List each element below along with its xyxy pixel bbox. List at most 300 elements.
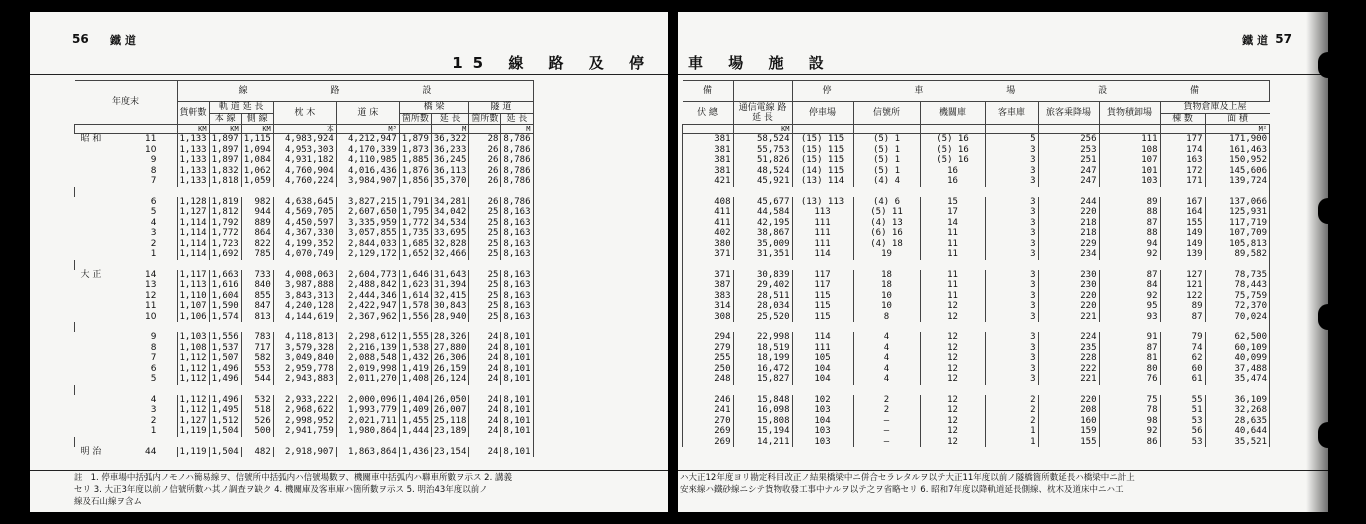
data-cell: 78,735 xyxy=(1205,270,1270,281)
data-cell: 26 xyxy=(469,155,501,166)
data-cell: 822 xyxy=(241,239,273,250)
data-cell: 270 xyxy=(683,416,734,427)
era-label: 大 正 xyxy=(80,269,102,280)
rule-top-right xyxy=(678,74,1328,75)
group-gap xyxy=(683,187,1270,197)
table-row xyxy=(683,155,1270,166)
data-cell: 111 xyxy=(1099,134,1160,145)
header-tunnel: 隧 道 xyxy=(469,102,533,114)
year-number: 14 xyxy=(145,269,157,280)
data-cell: 500 xyxy=(241,426,273,437)
data-cell: 24 xyxy=(469,353,501,364)
data-cell: 218 xyxy=(1038,218,1099,229)
data-cell: 1,812 xyxy=(209,207,241,218)
data-cell: 1,110 xyxy=(177,291,209,302)
data-cell: 45,677 xyxy=(733,197,792,208)
data-cell: 381 xyxy=(683,145,734,156)
data-cell: 61 xyxy=(1160,374,1205,385)
data-cell: 733 xyxy=(241,270,273,281)
header-telecom: 通信電線 路 延 長 xyxy=(733,102,792,125)
data-cell: 1,504 xyxy=(209,426,241,437)
data-cell: 1,556 xyxy=(209,332,241,343)
year-cell xyxy=(75,218,178,229)
data-cell: 8,101 xyxy=(501,374,533,385)
data-cell: 314 xyxy=(683,301,734,312)
data-cell: 1,897 xyxy=(209,145,241,156)
year-cell xyxy=(75,291,178,302)
header-track-length: 軌 道 延 長 xyxy=(209,102,273,114)
data-cell: 1,652 xyxy=(399,249,431,260)
data-cell: 60 xyxy=(1160,364,1205,375)
data-cell: 70,024 xyxy=(1205,312,1270,323)
data-cell: 72,370 xyxy=(1205,301,1270,312)
running-head-right: 鐵 道 xyxy=(1242,34,1268,47)
data-cell: 89 xyxy=(1160,301,1205,312)
data-cell: 8,786 xyxy=(501,155,533,166)
data-cell: 408 xyxy=(683,197,734,208)
data-cell: 34,534 xyxy=(431,218,469,229)
data-cell: 2 xyxy=(853,405,920,416)
data-cell: (5) 16 xyxy=(920,134,985,145)
data-cell: 2,941,759 xyxy=(273,426,336,437)
year-cell xyxy=(75,207,178,218)
data-cell: 36,322 xyxy=(431,134,469,145)
data-cell: 25 xyxy=(469,218,501,229)
data-cell: 26,306 xyxy=(431,353,469,364)
data-cell: 1,119 xyxy=(177,447,209,458)
data-cell: 4,212,947 xyxy=(336,134,399,145)
data-cell: (5) 1 xyxy=(853,134,920,145)
data-cell: 8,101 xyxy=(501,416,533,427)
data-cell: 92 xyxy=(1099,291,1160,302)
data-cell: 8,163 xyxy=(501,239,533,250)
data-cell: 26,159 xyxy=(431,364,469,375)
data-cell: 32,415 xyxy=(431,291,469,302)
data-cell: 15 xyxy=(920,197,985,208)
unit-cell: KM xyxy=(177,125,209,134)
data-cell: 1,723 xyxy=(209,239,241,250)
data-cell: 30,839 xyxy=(733,270,792,281)
data-cell: 1,133 xyxy=(177,166,209,177)
data-cell: 18,519 xyxy=(733,343,792,354)
data-cell: 228 xyxy=(1038,353,1099,364)
data-cell: 1,496 xyxy=(209,374,241,385)
data-cell: 111 xyxy=(792,239,853,250)
data-cell: 40,099 xyxy=(1205,353,1270,364)
data-cell: 25 xyxy=(469,301,501,312)
data-cell: 16 xyxy=(920,176,985,187)
header-warehouse: 貨物倉庫及上屋 xyxy=(1160,102,1270,114)
year-cell xyxy=(75,134,178,145)
year-number: 4 xyxy=(150,217,157,228)
data-cell: 36,109 xyxy=(1205,395,1270,406)
header-signal: 信號所 xyxy=(853,102,920,125)
year-cell xyxy=(75,249,178,260)
data-cell: 24 xyxy=(469,416,501,427)
group-gap xyxy=(75,187,534,197)
data-cell: 864 xyxy=(241,228,273,239)
header-fushi: 伏 總 xyxy=(683,102,734,125)
data-cell: (15) 115 xyxy=(792,145,853,156)
group-gap xyxy=(75,437,534,447)
data-cell: 10 xyxy=(853,301,920,312)
data-cell: 14 xyxy=(920,218,985,229)
data-cell: 139,724 xyxy=(1205,176,1270,187)
data-cell: 2,959,778 xyxy=(273,364,336,375)
data-cell: 3,049,840 xyxy=(273,353,336,364)
year-cell xyxy=(75,301,178,312)
data-cell: 32,268 xyxy=(1205,405,1270,416)
data-cell: 25 xyxy=(469,239,501,250)
table-row xyxy=(75,364,534,375)
data-cell: 86 xyxy=(1099,437,1160,448)
data-cell: 8,786 xyxy=(501,176,533,187)
table-row xyxy=(75,343,534,354)
track-facilities-table xyxy=(74,80,534,457)
header-wh-area: 面 積 xyxy=(1205,113,1270,125)
data-cell: 1,772 xyxy=(209,228,241,239)
data-cell: 163 xyxy=(1160,155,1205,166)
unit-cell xyxy=(792,125,853,134)
data-cell: 149 xyxy=(1160,239,1205,250)
data-cell: 28,326 xyxy=(431,332,469,343)
data-cell: 26,124 xyxy=(431,374,469,385)
notes-left xyxy=(74,472,512,508)
data-cell: 22,998 xyxy=(733,332,792,343)
data-cell: 24 xyxy=(469,332,501,343)
table-row xyxy=(75,291,534,302)
table-row xyxy=(683,249,1270,260)
data-cell: (5) 11 xyxy=(853,207,920,218)
data-cell: 8,163 xyxy=(501,270,533,281)
data-cell: 23,154 xyxy=(431,447,469,458)
data-cell: 55,753 xyxy=(733,145,792,156)
data-cell: 149 xyxy=(1160,228,1205,239)
header-cargo: 貨物積卸場 xyxy=(1099,102,1160,125)
header-group-line: 線 路 設 xyxy=(177,81,533,102)
year-number: 9 xyxy=(150,332,157,342)
note-label: 註 xyxy=(74,473,83,483)
era-label: 明 治 xyxy=(80,446,102,457)
data-cell: 3 xyxy=(985,166,1038,177)
data-cell: 2,088,548 xyxy=(336,353,399,364)
note-line-1: 1. 停車場中括弧内ノモノハ簡易線ヲ、信號所中括弧内ハ信號場數ヲ、機關車中括弧内ハ聯車所數ヲ示ス 2. 講義 xyxy=(90,473,512,483)
data-cell: 1,993,779 xyxy=(336,405,399,416)
data-cell: 8,101 xyxy=(501,447,533,458)
data-cell: 137,066 xyxy=(1205,197,1270,208)
data-cell: 87 xyxy=(1160,312,1205,323)
year-number: 10 xyxy=(145,311,157,322)
data-cell: 26 xyxy=(469,176,501,187)
data-cell: 222 xyxy=(1038,364,1099,375)
year-number: 5 xyxy=(150,207,157,217)
data-cell: — xyxy=(853,437,920,448)
data-cell: 12 xyxy=(920,353,985,364)
table-row xyxy=(75,239,534,250)
data-cell: 3,984,907 xyxy=(336,176,399,187)
data-cell: 3 xyxy=(985,155,1038,166)
unit-cell: KM xyxy=(241,125,273,134)
data-cell: 4,240,128 xyxy=(273,301,336,312)
data-cell: 26 xyxy=(469,166,501,177)
data-cell: 3 xyxy=(985,280,1038,291)
running-head-left: 鐵 道 xyxy=(110,34,136,47)
year-cell xyxy=(75,447,178,458)
data-cell: 1,863,864 xyxy=(336,447,399,458)
data-cell: 4 xyxy=(853,332,920,343)
data-cell: 92 xyxy=(1099,426,1160,437)
rule-bottom-right xyxy=(678,470,1328,471)
data-cell: 8,101 xyxy=(501,395,533,406)
data-cell: 294 xyxy=(683,332,734,343)
data-cell: 95 xyxy=(1099,301,1160,312)
data-cell: 246 xyxy=(683,395,734,406)
data-cell: 2,019,998 xyxy=(336,364,399,375)
data-cell: 4,016,436 xyxy=(336,166,399,177)
data-cell: (4) 4 xyxy=(853,176,920,187)
data-cell: 4,760,904 xyxy=(273,166,336,177)
data-cell: 42,195 xyxy=(733,218,792,229)
data-cell: 11 xyxy=(920,280,985,291)
data-cell: 220 xyxy=(1038,291,1099,302)
data-cell: 1,735 xyxy=(399,228,431,239)
data-cell: 2,998,952 xyxy=(273,416,336,427)
table-row xyxy=(75,145,534,156)
data-cell: 1,885 xyxy=(399,155,431,166)
year-cell xyxy=(75,228,178,239)
data-cell: (15) 115 xyxy=(792,155,853,166)
data-cell: 2,422,947 xyxy=(336,301,399,312)
data-cell: 2,444,346 xyxy=(336,291,399,302)
header-platform: 旅客乘降場 xyxy=(1038,102,1099,125)
data-cell: 5 xyxy=(985,134,1038,145)
data-cell: 12 xyxy=(920,426,985,437)
data-cell: 104 xyxy=(792,416,853,427)
data-cell: 1 xyxy=(985,426,1038,437)
data-cell: 14,211 xyxy=(733,437,792,448)
data-cell: 4,170,339 xyxy=(336,145,399,156)
table-row xyxy=(75,280,534,291)
data-cell: 8,163 xyxy=(501,312,533,323)
table-row xyxy=(75,197,534,208)
data-cell: 308 xyxy=(683,312,734,323)
data-cell: 76 xyxy=(1099,374,1160,385)
data-cell: (14) 115 xyxy=(792,166,853,177)
data-cell: 11 xyxy=(920,291,985,302)
data-cell: 3 xyxy=(985,145,1038,156)
page-number-right: 57 xyxy=(1275,32,1292,46)
data-cell: (5) 1 xyxy=(853,155,920,166)
data-cell: 174 xyxy=(1160,145,1205,156)
data-cell: 1,119 xyxy=(177,426,209,437)
year-number: 13 xyxy=(145,280,157,290)
data-cell: 1,062 xyxy=(241,166,273,177)
data-cell: 8,101 xyxy=(501,426,533,437)
data-cell: 25 xyxy=(469,228,501,239)
data-cell: 8,163 xyxy=(501,249,533,260)
notes-right xyxy=(680,472,1135,496)
rule-top-left xyxy=(30,74,668,75)
data-cell: 4 xyxy=(853,343,920,354)
data-cell: 60,109 xyxy=(1205,343,1270,354)
gap-cell xyxy=(75,385,534,395)
unit-cell xyxy=(1038,125,1099,134)
data-cell: (4) 6 xyxy=(853,197,920,208)
data-cell: 1,436 xyxy=(399,447,431,458)
unit-cell: M² xyxy=(1205,125,1270,134)
year-cell xyxy=(75,395,178,406)
data-cell: 1,103 xyxy=(177,332,209,343)
data-cell: 8,786 xyxy=(501,197,533,208)
group-gap xyxy=(75,385,534,395)
data-cell: 12 xyxy=(920,416,985,427)
data-cell: 89 xyxy=(1099,197,1160,208)
data-cell: 37,488 xyxy=(1205,364,1270,375)
data-cell: 4,144,619 xyxy=(273,312,336,323)
data-cell: 27,880 xyxy=(431,343,469,354)
data-cell: 12 xyxy=(920,343,985,354)
data-cell: 17 xyxy=(920,207,985,218)
data-cell: 114 xyxy=(792,249,853,260)
data-cell: 18 xyxy=(853,280,920,291)
data-cell: 230 xyxy=(1038,280,1099,291)
data-cell: 12 xyxy=(920,395,985,406)
year-number: 7 xyxy=(150,176,157,186)
data-cell: 8,163 xyxy=(501,207,533,218)
data-cell: 1,819 xyxy=(209,197,241,208)
data-cell: 28,635 xyxy=(1205,416,1270,427)
data-cell: 1,555 xyxy=(399,332,431,343)
data-cell: 1,692 xyxy=(209,249,241,260)
station-facilities-table xyxy=(682,80,1270,447)
data-cell: 24 xyxy=(469,447,501,458)
table-row xyxy=(75,447,534,458)
data-cell: 117 xyxy=(792,280,853,291)
data-cell: 34,281 xyxy=(431,197,469,208)
year-number: 6 xyxy=(150,196,157,207)
data-cell: 381 xyxy=(683,134,734,145)
table-row xyxy=(75,166,534,177)
table-row xyxy=(683,332,1270,343)
data-cell: 840 xyxy=(241,280,273,291)
data-cell: 411 xyxy=(683,218,734,229)
table-row xyxy=(683,218,1270,229)
data-cell: 269 xyxy=(683,426,734,437)
data-cell: 234 xyxy=(1038,249,1099,260)
data-cell: 247 xyxy=(1038,176,1099,187)
data-cell: 1,496 xyxy=(209,395,241,406)
data-cell: 1,879 xyxy=(399,134,431,145)
data-cell: 24 xyxy=(469,426,501,437)
right-page xyxy=(678,12,1328,512)
data-cell: 1,409 xyxy=(399,405,431,416)
table-row xyxy=(75,228,534,239)
year-number: 4 xyxy=(150,394,157,405)
unit-cell xyxy=(469,125,501,134)
data-cell: 402 xyxy=(683,228,734,239)
data-cell: 15,827 xyxy=(733,374,792,385)
data-cell: 12 xyxy=(920,312,985,323)
year-number: 3 xyxy=(150,405,157,415)
year-cell xyxy=(75,166,178,177)
year-cell xyxy=(75,197,178,208)
data-cell: 255 xyxy=(683,353,734,364)
gap-cell xyxy=(75,260,534,270)
unit-cell: KM xyxy=(209,125,241,134)
data-cell: 117,719 xyxy=(1205,218,1270,229)
table-row xyxy=(683,280,1270,291)
left-page xyxy=(30,12,668,512)
data-cell: 114 xyxy=(792,332,853,343)
data-cell: 3 xyxy=(985,218,1038,229)
data-cell: 32,466 xyxy=(431,249,469,260)
year-cell xyxy=(75,239,178,250)
data-cell: (15) 115 xyxy=(792,134,853,145)
year-cell xyxy=(75,176,178,187)
data-cell: 104 xyxy=(792,364,853,375)
data-cell: 1,432 xyxy=(399,353,431,364)
data-cell: 855 xyxy=(241,291,273,302)
header-station: 停車場 xyxy=(792,102,853,125)
unit-cell xyxy=(683,125,734,134)
header-side-line: 側 線 xyxy=(241,113,273,125)
year-cell xyxy=(75,280,178,291)
data-cell: 4 xyxy=(853,374,920,385)
data-cell: 91 xyxy=(1099,332,1160,343)
data-cell: 553 xyxy=(241,364,273,375)
data-cell: 62 xyxy=(1160,353,1205,364)
year-cell xyxy=(75,343,178,354)
data-cell: 3,843,313 xyxy=(273,291,336,302)
data-cell: 155 xyxy=(1038,437,1099,448)
data-cell: 1,504 xyxy=(209,447,241,458)
data-cell: 1,133 xyxy=(177,176,209,187)
data-cell: 93 xyxy=(1099,312,1160,323)
data-cell: (13) 113 xyxy=(792,197,853,208)
table-row xyxy=(683,405,1270,416)
data-cell: 3 xyxy=(985,291,1038,302)
data-cell: 1,876 xyxy=(399,166,431,177)
data-cell: 3,827,215 xyxy=(336,197,399,208)
data-cell: 2 xyxy=(985,395,1038,406)
data-cell: (5) 16 xyxy=(920,145,985,156)
data-cell: 30,843 xyxy=(431,301,469,312)
data-cell: 218 xyxy=(1038,228,1099,239)
data-cell: 24 xyxy=(469,395,501,406)
data-cell: 518 xyxy=(241,405,273,416)
data-cell: 1,114 xyxy=(177,239,209,250)
data-cell: 1,663 xyxy=(209,270,241,281)
unit-cell xyxy=(1099,125,1160,134)
data-cell: 247 xyxy=(1038,166,1099,177)
data-cell: 4,008,063 xyxy=(273,270,336,281)
data-cell: 2,943,883 xyxy=(273,374,336,385)
data-cell: 36,245 xyxy=(431,155,469,166)
data-cell: 145,606 xyxy=(1205,166,1270,177)
table-row xyxy=(683,134,1270,145)
data-cell: 381 xyxy=(683,166,734,177)
table-row xyxy=(75,301,534,312)
data-cell: 2 xyxy=(985,405,1038,416)
data-cell: 1,614 xyxy=(399,291,431,302)
data-cell: 1,772 xyxy=(399,218,431,229)
data-cell: 279 xyxy=(683,343,734,354)
data-cell: 544 xyxy=(241,374,273,385)
data-cell: 34,042 xyxy=(431,207,469,218)
data-cell: 122 xyxy=(1160,291,1205,302)
table-row xyxy=(75,249,534,260)
data-cell: 28 xyxy=(469,134,501,145)
